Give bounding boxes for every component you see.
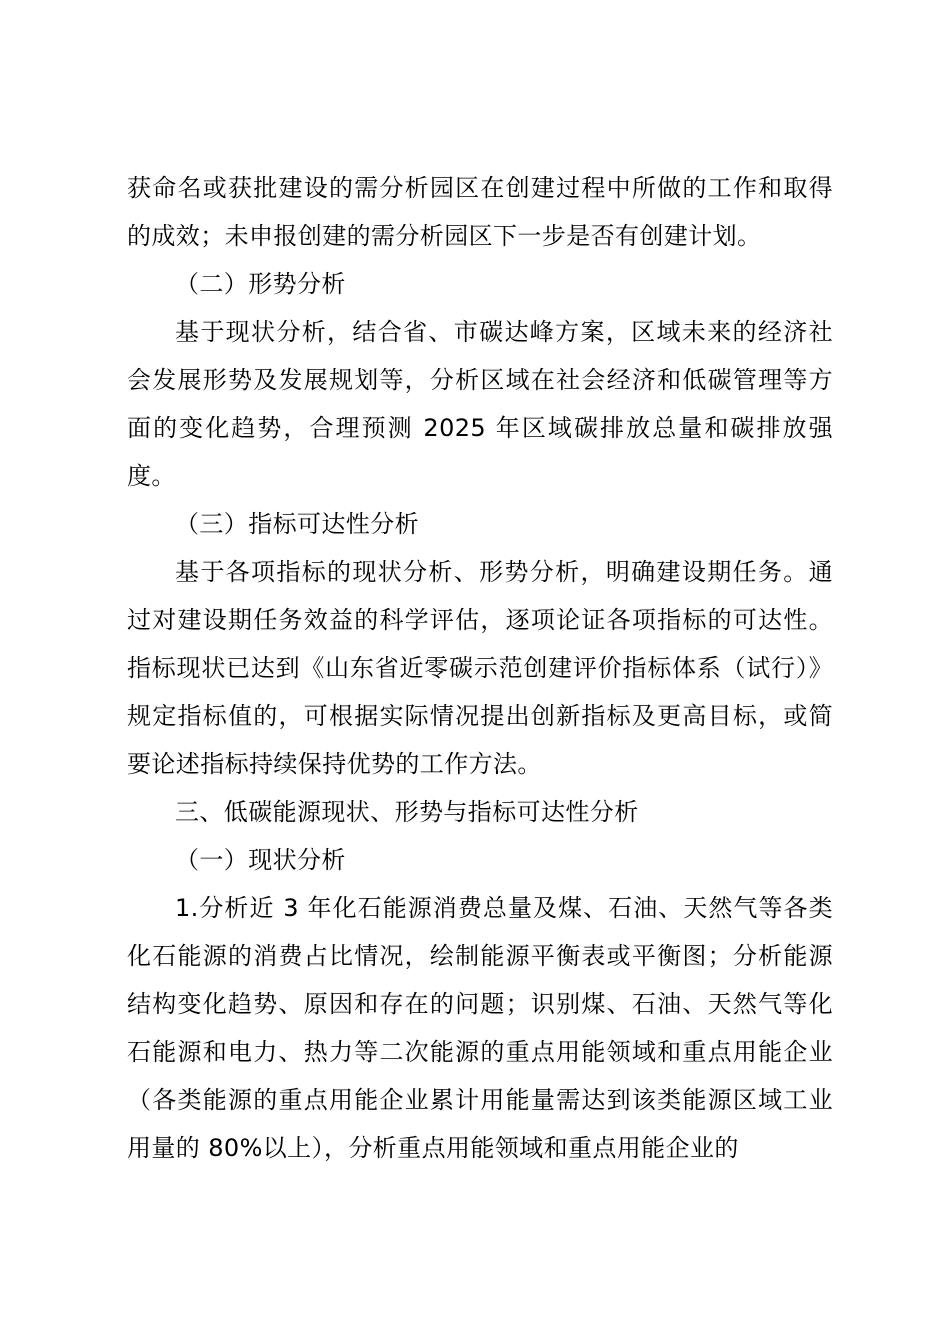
chapter-heading-low-carbon-energy: 三、低碳能源现状、形势与指标可达性分析 <box>175 798 639 826</box>
paragraph-indicator-feasibility: 基于各项指标的现状分析、形势分析，明确建设期任务。通过对建设期任务效益的科学评估，逐项论证各项指标的可达性。指标现状已达到《山东省近零碳示范创建评价指标体系（试行）》规定指标值的，可根据实际情况提出创新指标及更高目标，或简要论述指标持续保持优势的工作方法。 <box>127 558 833 778</box>
paragraph-continuation: 获命名或获批建设的需分析园区在创建过程中所做的工作和取得的成效；未申报创建的需分析园区下一步是否有创建计划。 <box>127 174 833 250</box>
section-heading-indicator-feasibility: （三）指标可达性分析 <box>175 510 419 538</box>
paragraph-current-status-item-1: 1.分析近 3 年化石能源消费总量及煤、石油、天然气等各类化石能源的消费占比情况，绘制能源平衡表或平衡图；分析能源结构变化趋势、原因和存在的问题；识别煤、石油、天然气等化石能源和电力、热力等二次能源的重点用能领域和重点用能企业（各类能源的重点用能企业累计用能量需达到该类能源区域工业用量的 80%以上），分析重点用能领域和重点用能企业的 <box>127 894 833 1162</box>
section-heading-situation-analysis: （二）形势分析 <box>175 270 346 298</box>
document-body <box>127 164 833 1172</box>
paragraph-situation-analysis: 基于现状分析，结合省、市碳达峰方案，区域未来的经济社会发展形势及发展规划等，分析区域在社会经济和低碳管理等方面的变化趋势，合理预测 2025 年区域碳排放总量和碳排放强度。 <box>127 318 833 490</box>
section-heading-current-status: （一）现状分析 <box>175 846 346 874</box>
